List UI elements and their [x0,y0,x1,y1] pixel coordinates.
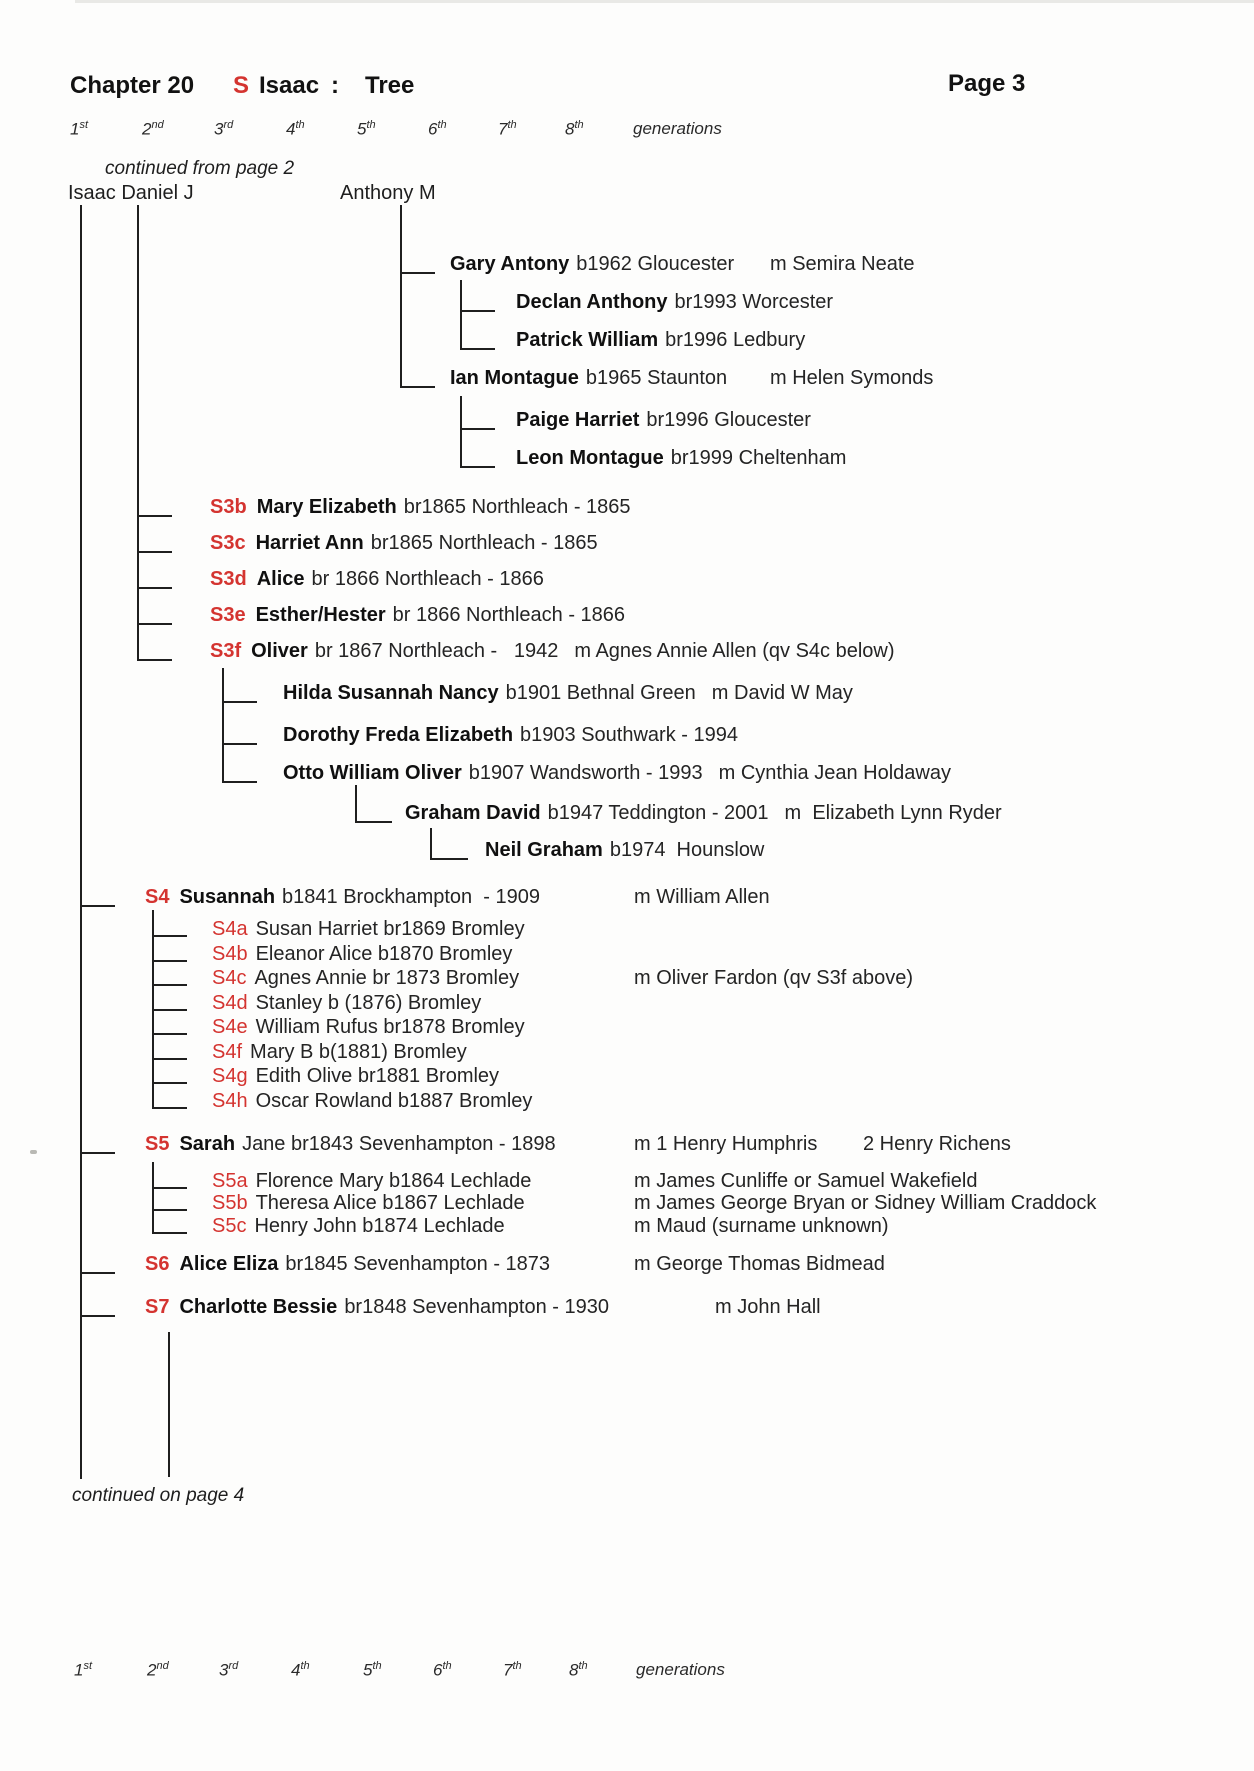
person-detail: b1841 Brockhampton - 1909 [282,886,540,908]
generation-scale-label: generations [636,1660,725,1679]
person-code: S4e [212,1016,248,1038]
person-name: Gary Antony [450,253,570,275]
person-detail: br 1867 Northleach - 1942 [314,640,559,662]
person-row-s4a [0,918,1254,944]
person-code: S4d [212,992,248,1014]
generation-ordinal: 8th [569,1660,588,1680]
person-row-otto [0,762,1254,788]
person-row-s4h [0,1090,1254,1116]
person-row-s3b [0,496,1254,522]
marriage-text: m Helen Symonds [770,367,934,389]
person-detail: b1903 Southwark - 1994 [520,724,738,746]
marriage-text: m Semira Neate [770,253,915,275]
person-row-s5c [0,1215,1254,1241]
continued-on-note: continued on page 4 [72,1485,245,1506]
person-name: Mary Elizabeth [256,496,397,518]
person-detail: Mary B b(1881) Bromley [250,1041,467,1063]
person-row-s4g [0,1065,1254,1091]
marriage-text: m John Hall [715,1296,821,1318]
person-detail: br1996 Gloucester [646,409,811,431]
person-name: Paige Harriet [516,409,640,431]
person-row-gary [0,253,1254,279]
person-code: S3b [210,496,247,518]
person-detail: Florence Mary b1864 Lechlade [255,1170,532,1192]
person-detail: br1848 Sevenhampton - 1930 [344,1296,609,1318]
person-name: Susannah [179,886,276,908]
generation-ordinal: 4th [291,1660,310,1680]
person-row-s4 [0,886,1254,912]
generation-scale-top [0,119,1254,143]
person-row-leon [0,447,1254,473]
person-code: S7 [145,1296,170,1318]
person-code: S4b [212,943,248,965]
person-detail: Stanley b (1876) Bromley [255,992,482,1014]
person-detail: Susan Harriet br1869 Bromley [255,918,525,940]
lineage-label-anthony: Anthony M [340,182,436,204]
person-detail: br 1866 Northleach - 1866 [392,604,626,626]
person-detail: b1965 Staunton [585,367,728,389]
person-row-neil [0,839,1254,865]
person-name: Otto William Oliver [283,762,462,784]
person-row-s3f [0,640,1254,666]
marriage-text: m George Thomas Bidmead [634,1253,885,1275]
person-code: S5a [212,1170,248,1192]
person-detail: b1947 Teddington - 2001 [547,802,769,824]
person-code: S4 [145,886,170,908]
chapter-title: Chapter 20 [70,72,195,99]
generation-ordinal: 8th [565,119,584,139]
marriage-text: m Maud (surname unknown) [634,1215,889,1237]
generation-ordinal: 2nd [142,119,164,139]
person-code: S4c [212,967,247,989]
person-row-hilda [0,682,1254,708]
header-separator: : [331,72,339,99]
person-detail: br 1866 Northleach - 1866 [311,568,544,590]
person-row-s3d [0,568,1254,594]
person-row-s7 [0,1296,1254,1322]
person-row-s4c [0,967,1254,993]
generation-ordinal: 5th [357,119,376,139]
person-detail: b1974 Hounslow [609,839,765,861]
person-row-paige [0,409,1254,435]
person-row-dorothy [0,724,1254,750]
person-name: Graham David [405,802,541,824]
person-row-declan [0,291,1254,317]
marriage-text: m Cynthia Jean Holdaway [718,762,951,784]
marriage-text: m James George Bryan or Sidney William Craddock [634,1192,1097,1214]
generation-ordinal: 4th [286,119,305,139]
person-row-s5 [0,1133,1254,1159]
person-detail: Oscar Rowland b1887 Bromley [255,1090,533,1112]
marriage-text: m Oliver Fardon (qv S3f above) [634,967,913,989]
person-code: S3f [210,640,242,662]
person-name: Leon Montague [516,447,664,469]
marriage-text: m James Cunliffe or Samuel Wakefield [634,1170,978,1192]
generation-ordinal: 5th [363,1660,382,1680]
person-row-ian [0,367,1254,393]
person-code: S5b [212,1192,248,1214]
person-detail: Agnes Annie br 1873 Bromley [254,967,520,989]
generation-ordinal: 3rd [214,119,234,139]
person-row-patrick [0,329,1254,355]
person-detail: b1962 Gloucester [576,253,735,275]
person-name: Alice [256,568,305,590]
marriage-text: m William Allen [634,886,770,908]
person-code: S6 [145,1253,170,1275]
descent-line-s7-children [168,1332,170,1477]
person-name: Declan Anthony [516,291,668,313]
person-name: Alice Eliza [179,1253,279,1275]
person-detail: Theresa Alice b1867 Lechlade [255,1192,525,1214]
person-row-s4b [0,943,1254,969]
generation-ordinal: 1st [74,1660,93,1680]
person-row-s4f [0,1041,1254,1067]
marriage-text: m 1 Henry Humphris [634,1133,818,1155]
person-name: Patrick William [516,329,659,351]
person-detail: br1865 Northleach - 1865 [370,532,598,554]
person-name: Hilda Susannah Nancy [283,682,499,704]
person-row-s6 [0,1253,1254,1279]
generation-ordinal: 7th [498,119,517,139]
person-detail: br1999 Cheltenham [670,447,847,469]
person-row-s3e [0,604,1254,630]
person-code: S3d [210,568,247,590]
generation-ordinal: 6th [428,119,447,139]
person-detail: br1993 Worcester [674,291,834,313]
generation-ordinal: 3rd [219,1660,239,1680]
person-code: S3c [210,532,246,554]
continued-from-note: continued from page 2 [105,158,295,179]
person-name: Harriet Ann [255,532,364,554]
person-name: Charlotte Bessie [179,1296,338,1318]
family-letter: S [233,72,250,99]
person-row-s3c [0,532,1254,558]
person-detail: Eleanor Alice b1870 Bromley [255,943,513,965]
person-detail: Edith Olive br1881 Bromley [255,1065,500,1087]
generation-ordinal: 2nd [147,1660,169,1680]
generation-scale-label: generations [633,119,722,138]
family-name: Isaac [259,72,320,99]
person-code: S5 [145,1133,170,1155]
person-code: S4h [212,1090,248,1112]
lineage-label-isaac-daniel: Isaac Daniel J [68,182,194,204]
person-row-s4e [0,1016,1254,1042]
person-detail: br1865 Northleach - 1865 [403,496,631,518]
person-detail: br1845 Sevenhampton - 1873 [285,1253,551,1275]
marriage-text: m David W May [711,682,853,704]
page-number: Page 3 [948,70,1026,97]
person-name: Oliver [251,640,308,662]
person-name: Neil Graham [485,839,603,861]
person-name: Esther/Hester [255,604,386,626]
person-detail: Jane br1843 Sevenhampton - 1898 [242,1133,556,1155]
person-name: Dorothy Freda Elizabeth [283,724,514,746]
person-detail: William Rufus br1878 Bromley [255,1016,525,1038]
person-row-s4d [0,992,1254,1018]
generation-ordinal: 1st [70,119,89,139]
person-code: S3e [210,604,246,626]
person-detail: b1901 Bethnal Green [505,682,696,704]
person-code: S5c [212,1215,247,1237]
generation-ordinal: 7th [503,1660,522,1680]
marriage-text: m Elizabeth Lynn Ryder [784,802,1002,824]
person-detail: Henry John b1874 Lechlade [254,1215,505,1237]
scan-artifact [75,0,1254,3]
marriage-text: m Agnes Annie Allen (qv S4c below) [574,640,895,662]
generation-scale-bottom [0,1660,1254,1684]
person-code: S4g [212,1065,248,1087]
person-row-graham [0,802,1254,828]
tree-label: Tree [365,72,415,99]
person-detail: b1907 Wandsworth - 1993 [468,762,703,784]
marriage-text-second: 2 Henry Richens [863,1133,1011,1155]
person-name: Ian Montague [450,367,579,389]
generation-ordinal: 6th [433,1660,452,1680]
person-detail: br1996 Ledbury [665,329,806,351]
person-code: S4a [212,918,248,940]
person-name: Sarah [179,1133,236,1155]
person-code: S4f [212,1041,243,1063]
